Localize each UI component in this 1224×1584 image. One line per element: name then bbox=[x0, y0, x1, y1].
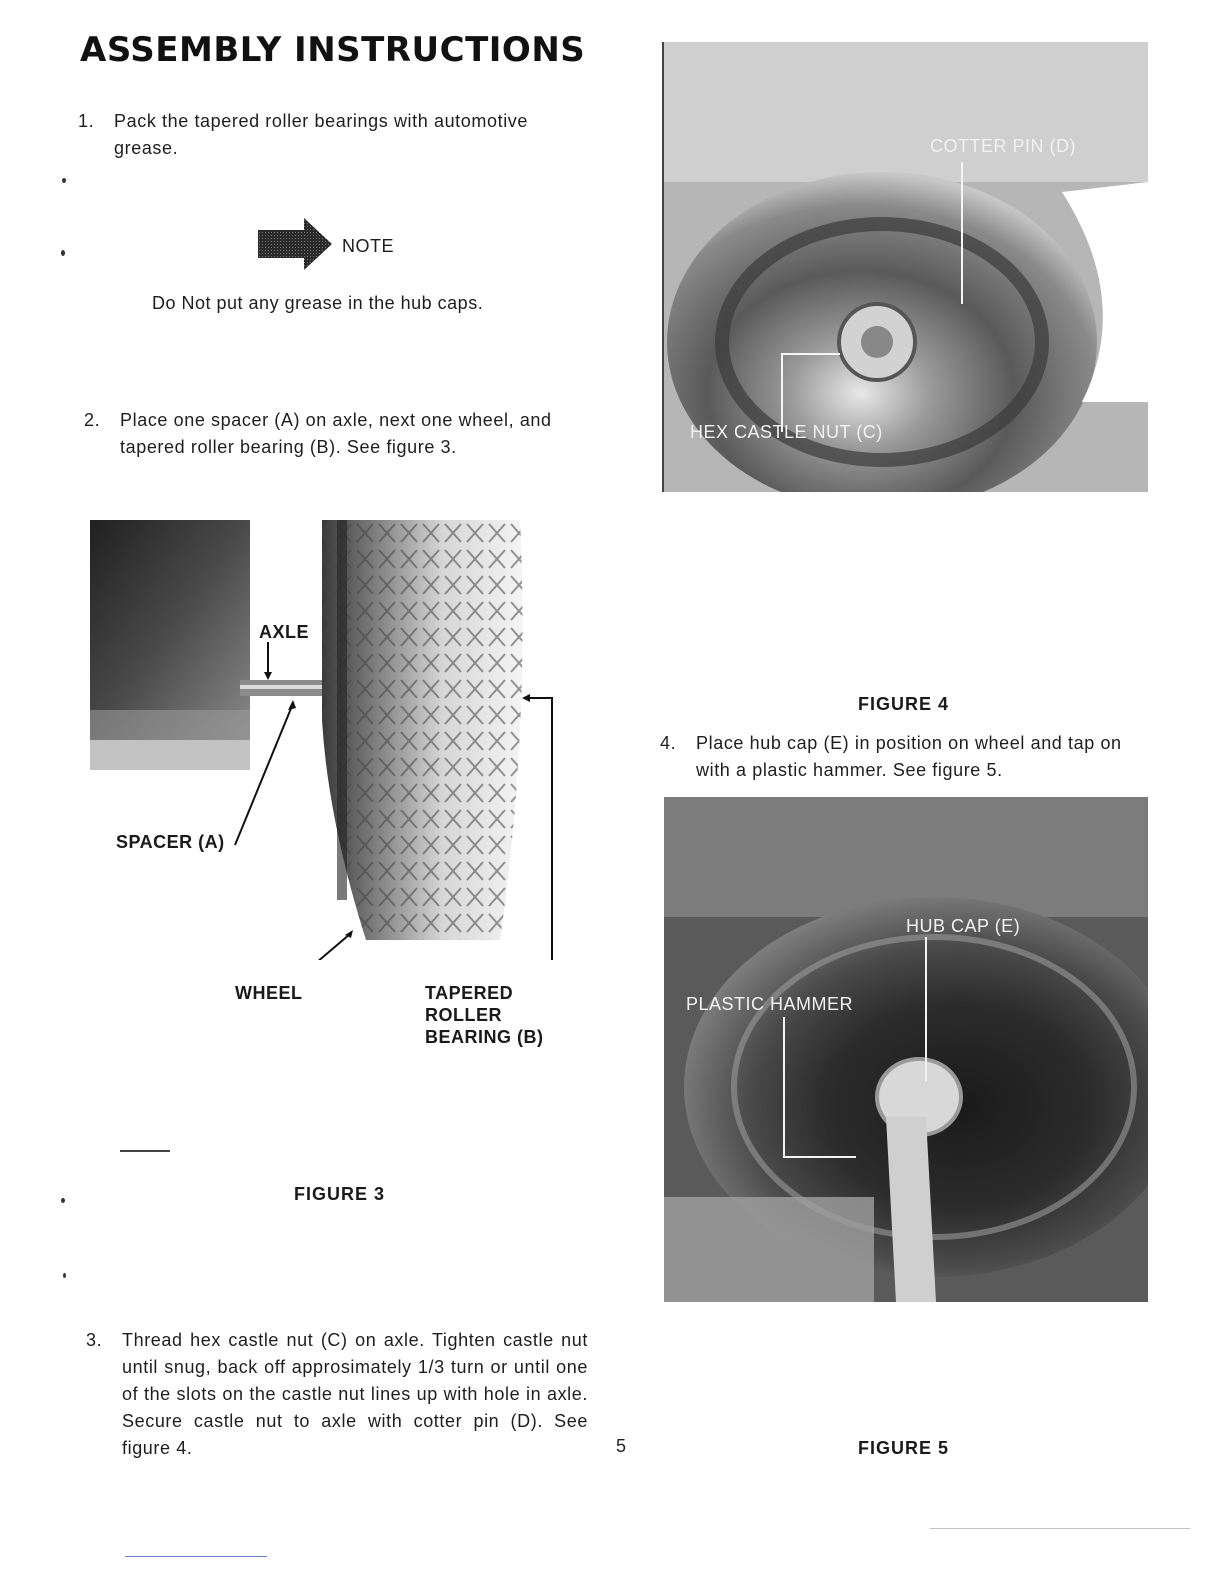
figure-5-caption: FIGURE 5 bbox=[858, 1438, 950, 1458]
bearing-label-line1: TAPERED bbox=[425, 983, 514, 1003]
scan-line bbox=[930, 1528, 1190, 1529]
step-4-text: Place hub cap (E) in position on wheel and tap on with a plastic hammer. See figure 5. bbox=[696, 733, 1122, 780]
step-1-number: 1. bbox=[78, 111, 95, 131]
step-3-number: 3. bbox=[86, 1330, 103, 1350]
hub-cap-label: HUB CAP (E) bbox=[906, 916, 1021, 936]
scan-line bbox=[125, 1556, 267, 1557]
note-callout bbox=[258, 216, 334, 277]
figure-5-photo bbox=[664, 797, 1148, 1302]
scan-speck bbox=[61, 250, 65, 256]
bearing-label-line2: ROLLER bbox=[425, 1005, 502, 1025]
scan-speck bbox=[62, 178, 66, 183]
hammer-label: PLASTIC HAMMER bbox=[686, 994, 854, 1014]
page-number: 5 bbox=[616, 1436, 627, 1456]
step-3-text: Thread hex castle nut (C) on axle. Tighten castle nut until snug, back off approsimately 1/3 turn or until one of the slots on the castle nut lines up with hole in axle. Secure castle nut to axle with cotter pin (D). See figure 4. bbox=[122, 1330, 588, 1458]
step-1-text: Pack the tapered roller bearings with automotive grease. bbox=[114, 111, 529, 158]
figure-4-caption: FIGURE 4 bbox=[858, 694, 950, 714]
arrow-right-icon bbox=[258, 216, 334, 272]
step-2-text: Place one spacer (A) on axle, next one wheel, and tapered roller bearing (B). See figure 3. bbox=[120, 410, 552, 457]
bearing-label-line3: BEARING (B) bbox=[425, 1027, 544, 1047]
note-label: NOTE bbox=[342, 236, 395, 256]
wheel-label: WHEEL bbox=[235, 983, 303, 1003]
step-4-number: 4. bbox=[660, 733, 677, 753]
scan-speck bbox=[61, 1198, 65, 1203]
axle-label: AXLE bbox=[259, 622, 310, 642]
step-4 bbox=[660, 730, 1160, 784]
step-1 bbox=[78, 108, 588, 162]
step-2 bbox=[84, 407, 590, 461]
page-heading: ASSEMBLY INSTRUCTIONS bbox=[80, 30, 586, 70]
castle-nut-label: HEX CASTLE NUT (C) bbox=[690, 422, 883, 442]
scan-speck bbox=[63, 1273, 66, 1278]
cotter-pin-label: COTTER PIN (D) bbox=[930, 136, 1076, 156]
step-2-number: 2. bbox=[84, 410, 101, 430]
figure-3-photo bbox=[90, 520, 570, 960]
scan-mark bbox=[120, 1150, 170, 1152]
figure-3-caption: FIGURE 3 bbox=[294, 1184, 386, 1204]
note-text: Do Not put any grease in the hub caps. bbox=[152, 293, 484, 313]
spacer-label: SPACER (A) bbox=[116, 832, 225, 852]
step-3 bbox=[86, 1327, 588, 1462]
